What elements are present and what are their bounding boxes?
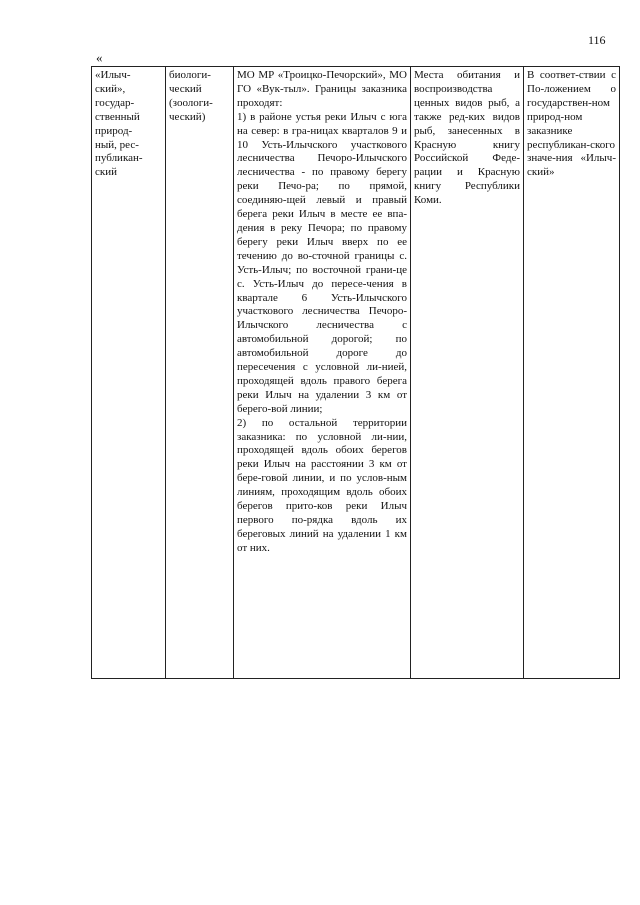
cell-profile (166, 67, 234, 679)
profile-text: биологи- ческий (зоологи- ческий) (169, 69, 213, 123)
table-row (92, 67, 620, 679)
cell-location (234, 67, 411, 679)
cell-reserve-name (92, 67, 166, 679)
cell-protected-objects (411, 67, 524, 679)
reserves-table (91, 66, 620, 679)
cell-regime (524, 67, 620, 679)
regime-text: В соответ-ствии с По-ложением о государствен-ном природ-ном заказнике республикан-ского значе-ния «Илыч-ский» (527, 69, 616, 179)
location-text: МО МР «Троицко-Печорский», МО ГО «Вук-тыл». Границы заказника проходят: 1) в районе устья реки Илыч с юга на север: в гра-ницах кварталов 9 и 10 Усть-Илычского участкового лесничества Печоро-Илычского лесничества - по правому берегу реки Печо-ра; по прямой, соединяю-щей левый и правый берега реки Илыч в месте ее впа-дения в реку Печора; по правому берегу реки Илыч вверх по ее течению до во-сточной границы с. Усть-Илыч; по восточной грани-це с. Усть-Илыч до пересе-чения в квартале 6 Усть-Илычского участкового лесничества Печоро-Илычского лесничества с автомобильной дорогой; по автомобильной дороге до пересечения с условной ли-нией, проходящей вдоль правого берега реки Илыч на удалении 3 км от берего-вой линии; 2) по остальной территории заказника: по условной ли-нии, проходящей вдоль обоих берегов реки Илыч на расстоянии 3 км от бере-говой линии, и по услов-ным линиям, проходящим вдоль обоих берегов прито-ков реки Илыч первого по-рядка вдоль их береговых линий на удалении 1 км от них. (237, 69, 407, 554)
continuation-quote-mark: « (96, 50, 103, 65)
protected-objects-text: Места обитания и воспроизводства ценных видов рыб, а также ред-ких видов рыб, занесенных в Красную книгу Российской Феде-рации и Красную книгу Республики Коми. (414, 69, 520, 207)
page-number: 116 (588, 33, 606, 47)
reserve-name-text: «Илыч- ский», государ- ственный природ- ный, рес- публикан- ский (95, 69, 143, 179)
